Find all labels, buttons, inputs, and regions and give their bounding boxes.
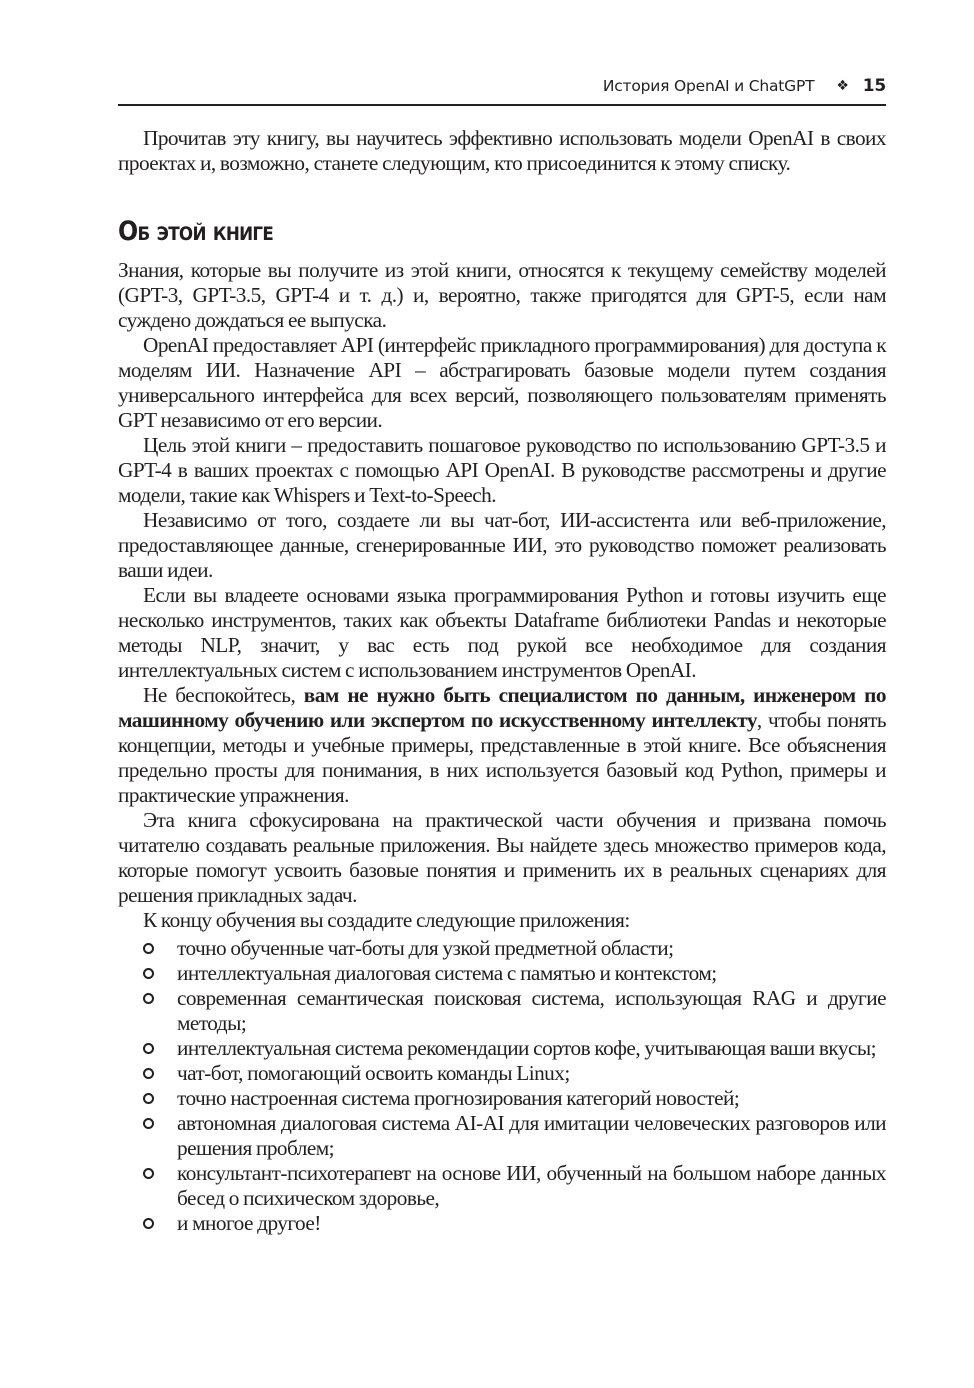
- list-item: [142, 1211, 886, 1236]
- running-header: [118, 76, 886, 106]
- paragraph: Если вы владеете основами языка программирования Python и готовы изучить еще несколько инструментов, таких как объекты Dataframe библиотеки Pandas и некоторые методы NLP, значит, у вас есть под рукой все необходимое для создания интеллектуальных систем с использованием инструментов OpenAI.: [118, 583, 886, 682]
- paragraph: OpenAI предоставляет API (интерфейс прикладного программирования) для доступа к моделям ИИ. Назначение API – абстрагировать базовые модели путем создания универсального интерфейса для всех версий, позволяющего пользователям применять GPT независимо от его версии.: [118, 333, 886, 432]
- list-item: [142, 1111, 886, 1161]
- paragraph: Знания, которые вы получите из этой книги, относятся к текущему семейству моделей (GPT-3, GPT-3.5, GPT-4 и т. д.) и, вероятно, также пригодятся для GPT-5, если нам суждено дождаться ее выпуска.: [118, 258, 886, 332]
- bold-emphasis: вам не нужно быть специалистом по данным, инженером по машинному обучению или экспертом по искусственному интеллекту: [118, 683, 886, 732]
- page-number: 15: [862, 76, 886, 96]
- list-item-text: и многое другое!: [177, 1211, 321, 1235]
- list-item: [142, 1061, 886, 1086]
- list-item-text: интеллектуальная диалоговая система с памятью и контекстом;: [177, 961, 717, 985]
- list-item-text: интеллектуальная система рекомендации сортов кофе, учитывающая ваши вкусы;: [177, 1036, 876, 1060]
- intro-paragraph: Прочитав эту книгу, вы научитесь эффективно использовать модели OpenAI в своих проектах и, возможно, станете следующим, кто присоединится к этому списку.: [118, 126, 886, 175]
- circle-bullet-icon: [143, 1118, 154, 1129]
- circle-bullet-icon: [143, 1068, 154, 1079]
- circle-bullet-icon: [143, 1218, 154, 1229]
- chapter-title: История OpenAI и ChatGPT: [602, 77, 815, 95]
- list-item-text: точно настроенная система прогнозирования категорий новостей;: [177, 1086, 740, 1110]
- text-run: Не беспокойтесь,: [143, 683, 304, 707]
- circle-bullet-icon: [143, 1043, 154, 1054]
- applications-list: [118, 936, 886, 1236]
- text-run: , чтобы понять концепции, методы и учебные примеры, представленные в этой книге. Все объяснения предельно просты для понимания, в них используется базовый код Python, примеры и практические упражнения.: [118, 708, 886, 807]
- page-body: [118, 126, 886, 1236]
- section-heading: Об этой книге: [118, 216, 274, 247]
- circle-bullet-icon: [143, 1093, 154, 1104]
- list-item: [142, 1036, 886, 1061]
- list-item: [142, 961, 886, 986]
- emphasis-paragraph: [118, 683, 886, 808]
- list-item-text: автономная диалоговая система AI-AI для имитации человеческих разговоров или решения проблем;: [177, 1111, 886, 1160]
- book-page: [118, 76, 886, 1236]
- list-item: [142, 986, 886, 1036]
- circle-bullet-icon: [143, 943, 154, 954]
- list-intro-paragraph: К концу обучения вы создадите следующие приложения:: [143, 908, 630, 932]
- list-item: [142, 1086, 886, 1111]
- list-item-text: консультант-психотерапевт на основе ИИ, обученный на большом наборе данных бесед о психическом здоровье,: [177, 1161, 886, 1210]
- paragraph: Цель этой книги – предоставить пошаговое руководство по использованию GPT-3.5 и GPT-4 в ваших проектах с помощью API OpenAI. В руководстве рассмотрены и другие модели, такие как Whispers и Text-to-Speech.: [118, 433, 886, 507]
- list-item-text: точно обученные чат-боты для узкой предметной области;: [177, 936, 674, 960]
- list-item-text: чат-бот, помогающий освоить команды Linux;: [177, 1061, 570, 1085]
- list-item: [142, 936, 886, 961]
- paragraph: Независимо от того, создаете ли вы чат-бот, ИИ-ассистента или веб-приложение, предоставляющее данные, сгенерированные ИИ, это руководство поможет реализовать ваши идеи.: [118, 508, 886, 582]
- circle-bullet-icon: [143, 968, 154, 979]
- circle-bullet-icon: [143, 1168, 154, 1179]
- diamond-ornament-icon: ❖: [836, 78, 849, 94]
- list-item: [142, 1161, 886, 1211]
- circle-bullet-icon: [143, 993, 154, 1004]
- paragraph: Эта книга сфокусирована на практической части обучения и призвана помочь читателю создавать реальные приложения. Вы найдете здесь множество примеров кода, которые помогут усвоить базовые понятия и применить их в реальных сценариях для решения прикладных задач.: [118, 808, 886, 907]
- list-item-text: современная семантическая поисковая система, использующая RAG и другие методы;: [177, 986, 886, 1035]
